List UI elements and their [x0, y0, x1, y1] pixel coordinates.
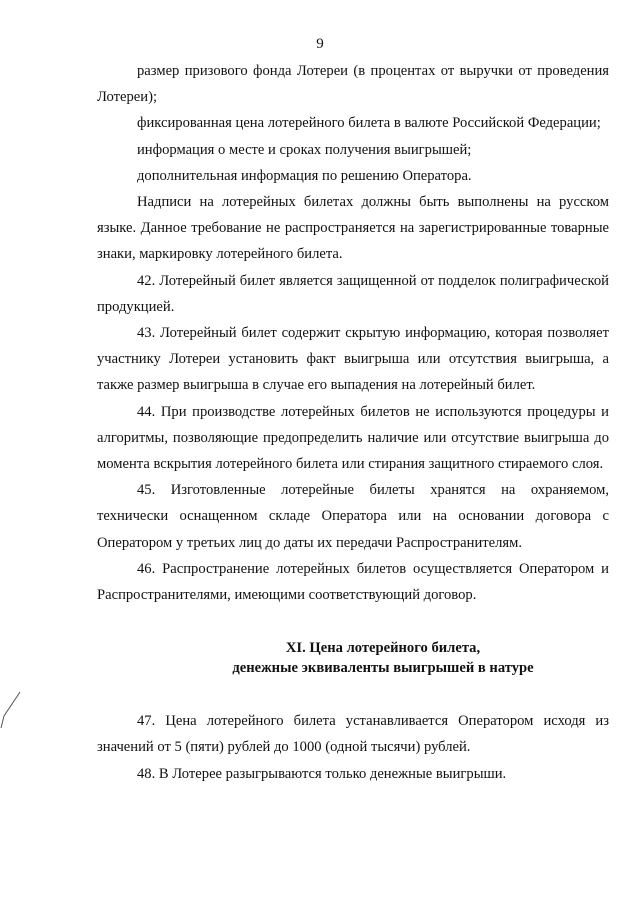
paragraph-prize-fund: размер призового фонда Лотереи (в процентах от выручки от проведения Лотереи);: [97, 63, 609, 106]
page-number: 9: [316, 36, 324, 52]
section-heading-line-2: денежные эквиваленты выигрышей в натуре: [232, 660, 534, 677]
paragraph-fixed-price: фиксированная цена лотерейного билета в валюте Российской Федерации;: [137, 115, 601, 132]
paragraph-clause-44: 44. При производстве лотерейных билетов не используются процедуры и алгоритмы, позволяющие предопределить наличие или отсутствие выигрыша до момента вскрытия лотерейного билета или стирания защитного стираемого слоя.: [97, 403, 609, 473]
page-body: [97, 58, 609, 787]
paragraph-clause-43: 43. Лотерейный билет содержит скрытую информацию, которая позволяет участнику Лотереи установить факт выигрыша или отсутствия выигрыша, а также размер выигрыша в случае его выпадения на лотерейный билет.: [97, 325, 609, 394]
paragraph-additional-info: дополнительная информация по решению Оператора.: [137, 167, 472, 184]
paragraph-russian-language: Надписи на лотерейных билетах должны быть выполнены на русском языке. Данное требование не распространяется на зарегистрированные товарные знаки, маркировку лотерейного билета.: [97, 194, 609, 263]
paragraph-winnings-info: информация о месте и сроках получения выигрышей;: [137, 141, 472, 158]
section-heading: [97, 638, 609, 678]
margin-pen-mark: [0, 690, 22, 730]
section-heading-line-1: XI. Цена лотерейного билета,: [285, 640, 481, 657]
paragraph-clause-47: 47. Цена лотерейного билета устанавливается Оператором исходя из значений от 5 (пяти) рублей до 1000 (одной тысячи) рублей.: [97, 713, 609, 756]
paragraph-clause-42: 42. Лотерейный билет является защищенной от подделок полиграфической продукцией.: [97, 272, 609, 315]
paragraph-clause-45: 45. Изготовленные лотерейные билеты хранятся на охраняемом, технически оснащенном складе Оператора или на основании договора с Оператором у третьих лиц до даты их передачи Распространителям.: [97, 482, 609, 551]
paragraph-clause-48: 48. В Лотерее разыгрываются только денежные выигрыши.: [137, 765, 507, 782]
paragraph-clause-46: 46. Распространение лотерейных билетов осуществляется Оператором и Распространителями, имеющими соответствующий договор.: [97, 560, 609, 604]
